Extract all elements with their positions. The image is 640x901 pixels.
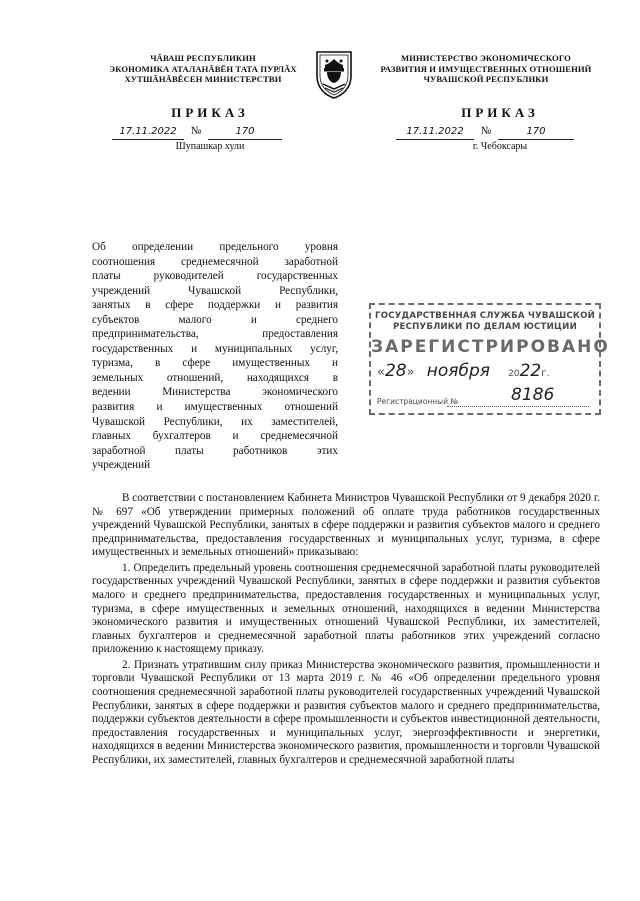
stamp-reg-number: 8186 — [511, 385, 555, 405]
header-left-line: ЧĂВАШ РЕСПУБЛИКИН — [150, 53, 256, 63]
order-no-label-left: № — [190, 125, 202, 137]
stamp-quote-open: « — [377, 365, 385, 380]
coat-of-arms-emblem — [313, 48, 355, 100]
subject-line: туризма, в сфере имущественных и — [92, 357, 338, 370]
stamp-year-suffix: 22 — [519, 361, 542, 381]
subject-line: ведении Министерства экономического — [92, 386, 338, 399]
stamp-day: 28 — [384, 361, 407, 381]
subject-line: Об определении предельного уровня — [92, 241, 338, 253]
subject-line: субъектов малого и среднего — [92, 313, 338, 326]
stamp-year-prefix: 20 — [508, 369, 520, 379]
order-date-row-right — [396, 124, 574, 140]
stamp-reg-label: Регистрационный № — [377, 397, 459, 406]
subject-line: заработной платы работников этих — [92, 444, 338, 457]
order-subject — [92, 240, 338, 473]
stamp-year-end: г. — [541, 368, 550, 379]
subject-line: платы руководителей государственных — [92, 270, 338, 283]
stamp-quote-close: » — [406, 365, 415, 380]
subject-line: учреждений Чувашской Республики, — [92, 284, 338, 297]
subject-line: земельных отношений, находящихся в — [92, 371, 338, 384]
stamp-registered: ЗАРЕГИСТРИРОВАНО — [371, 337, 610, 357]
stamp-line-2: РЕСПУБЛИКИ ПО ДЕЛАМ ЮСТИЦИИ — [393, 322, 577, 332]
order-number-right: 170 — [498, 125, 574, 140]
order-date-left: 17.11.2022 — [112, 125, 184, 140]
body-paragraph: 2. Признать утратившим силу приказ Министерства экономического развития, промышленности и торговли Чувашской Республики от 13 марта 2019 г. № 46 «Об определении предельного уровня соотношения среднемесячной заработной платы руководителей государственных учреждений Чувашской Республики, занятых в сфере поддержки и развития субъектов малого и среднего предпринимательства, поддержки субъектов деятельности в сфере промышленности и субъектов инвестиционной деятельности, предоставления государственных и муниципальных услуг, энергоэффективности и энергетики, находящихся в ведении Министерства экономического развития, промышленности и торговли Чувашской Республики, их заместителей, главных бухгалтеров и среднемесячной заработной платы — [92, 658, 600, 766]
order-no-label-right: № — [480, 125, 492, 137]
subject-line: главных бухгалтеров и среднемесячной — [92, 430, 338, 443]
order-date-row-left — [112, 124, 282, 140]
subject-line: государственных и муниципальных услуг, — [92, 342, 338, 355]
subject-line: учреждений — [92, 459, 151, 472]
subject-line: Чувашской Республики, их заместителей, — [92, 415, 338, 428]
registration-stamp — [369, 303, 610, 415]
order-date-right: 17.11.2022 — [396, 125, 474, 140]
body-paragraph: В соответствии с постановлением Кабинета Министров Чувашской Республики от 9 декабря 2020 г. № 697 «Об утверждении примерных положений об оплате труда работников государственных учреждений Чувашской Республики, занятых в сфере поддержки и развития субъектов малого и среднего предпринимательства, предоставления государственных и муниципальных услуг, туризма, в сфере имущественных и земельных отношений» приказываю: — [92, 492, 600, 559]
stamp-date — [377, 361, 593, 381]
header-right-line: ЧУВАШСКОЙ РЕСПУБЛИКИ — [423, 74, 549, 84]
header-left — [98, 53, 308, 85]
header-left-line: ХУТШĂНĂВĔСЕН МИНИСТЕРСТВИ — [124, 74, 282, 84]
header-left-line: ЭКОНОМИКА АТАЛАНĂВĔН ТАТА ПУРЛĂХ — [109, 63, 297, 74]
header-right-line: МИНИСТЕРСТВО ЭКОНОМИЧЕСКОГО — [401, 53, 571, 63]
order-title-right: ПРИКАЗ — [461, 105, 539, 120]
order-number-left: 170 — [208, 125, 282, 140]
stamp-line-1: ГОСУДАРСТВЕННАЯ СЛУЖБА ЧУВАШСКОЙ — [375, 311, 595, 321]
stamp-number-line — [447, 406, 589, 407]
subject-line: соотношения среднемесячной заработной — [92, 255, 338, 268]
stamp-month: ноября — [426, 361, 490, 381]
order-title-left: ПРИКАЗ — [171, 105, 249, 120]
header-right-line: РАЗВИТИЯ И ИМУЩЕСТВЕННЫХ ОТНОШЕНИЙ — [380, 63, 592, 74]
order-body — [92, 492, 600, 770]
subject-line: предпринимательства, предоставления — [92, 328, 338, 341]
header-right — [366, 53, 606, 85]
subject-line: занятых в сфере поддержки и развития — [92, 299, 338, 312]
body-paragraph: 1. Определить предельный уровень соотношения среднемесячной заработной платы руководителей государственных учреждений Чувашской Республики, занятых в сфере поддержки и развития субъектов малого и среднего предпринимательства, предоставления государственных и муниципальных услуг, туризма, в сфере имущественных и земельных отношений, находящихся в ведении Министерства экономического развития и имущественных отношений Чувашской Республики, их заместителей, главных бухгалтеров и среднемесячной заработной платы работников этих учреждений согласно приложению к настоящему приказу. — [92, 561, 600, 656]
order-city-right: г. Чебоксары — [472, 141, 528, 152]
subject-line: развития и имущественных отношений — [92, 401, 338, 414]
order-city-left: Шупашкар хули — [175, 141, 245, 152]
